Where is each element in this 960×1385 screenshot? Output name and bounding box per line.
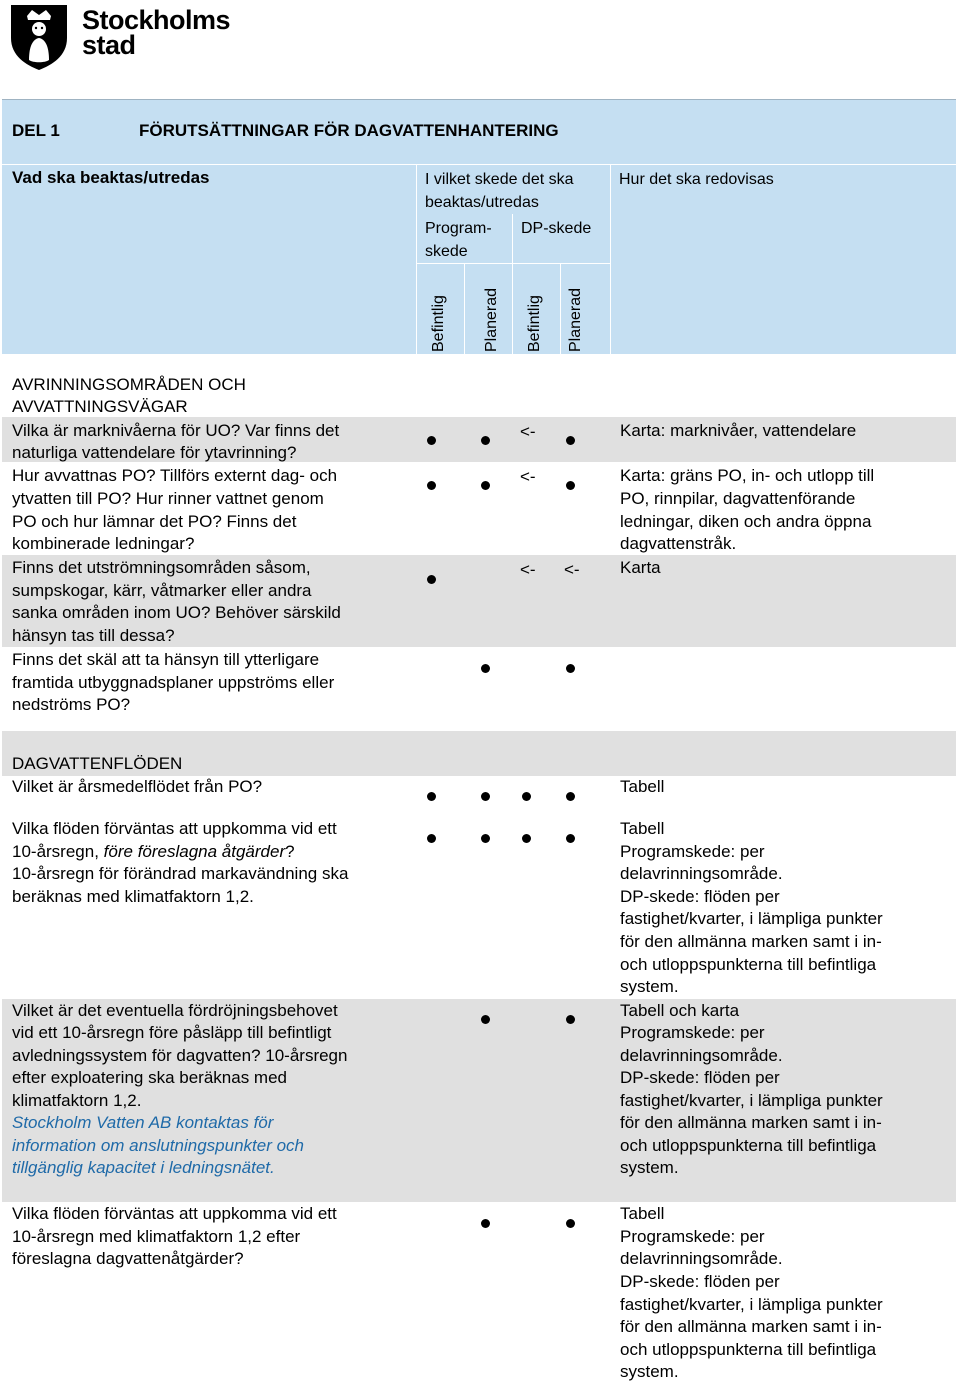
answer-text: och utloppspunkterna till befintliga	[620, 1136, 877, 1155]
header-sub-divider	[464, 264, 465, 354]
section-title-1a: AVRINNINGSOMRÅDEN OCH	[12, 375, 246, 394]
answer-text: DP-skede: flöden per	[620, 1068, 780, 1087]
answer-text: DP-skede: flöden per	[620, 1272, 780, 1291]
marker-dot	[566, 664, 575, 673]
marker-dot	[427, 792, 436, 801]
question-text: beräknas med klimatfaktorn 1,2.	[12, 887, 254, 906]
arrow-marker: <-	[520, 422, 536, 441]
answer-text: Tabell	[620, 819, 665, 838]
header-divider	[2, 164, 956, 165]
column-header-prog-2: skede	[425, 243, 468, 260]
question-text: kombinerade ledningar?	[12, 534, 195, 553]
marker-dot	[566, 1015, 575, 1024]
question-text-line	[12, 841, 295, 864]
answer-text: fastighet/kvarter, i lämpliga punkter	[620, 1091, 883, 1110]
column-header-what: Vad ska beaktas/utredas	[12, 168, 210, 187]
question-text: Vilket är det eventuella fördröjningsbehovet	[12, 1001, 338, 1020]
answer-text: delavrinningsområde.	[620, 1249, 783, 1268]
marker-dot	[481, 436, 490, 445]
answer-text: fastighet/kvarter, i lämpliga punkter	[620, 909, 883, 928]
marker-dot	[427, 575, 436, 584]
answer-text: system.	[620, 1362, 679, 1381]
marker-dot	[566, 834, 575, 843]
answer-text: fastighet/kvarter, i lämpliga punkter	[620, 1295, 883, 1314]
question-text: Vilket är årsmedelflödet från PO?	[12, 777, 263, 796]
header-sub-divider	[560, 264, 561, 354]
answer-text: PO, rinnpilar, dagvattenförande	[620, 489, 856, 508]
page-title: FÖRUTSÄTTNINGAR FÖR DAGVATTENHANTERING	[139, 121, 559, 140]
answer-text: delavrinningsområde.	[620, 864, 783, 883]
answer-text: för den allmänna marken samt i in-	[620, 1113, 882, 1132]
question-text: Finns det skäl att ta hänsyn till ytterligare	[12, 650, 320, 669]
header-col-divider	[416, 165, 417, 354]
column-header-when-1: I vilket skede det ska	[425, 171, 574, 188]
logo-wordmark	[82, 5, 231, 60]
section-title-2: DAGVATTENFLÖDEN	[12, 754, 183, 773]
marker-dot	[481, 834, 490, 843]
marker-dot	[427, 436, 436, 445]
header-sub-divider	[512, 214, 513, 354]
arrow-marker: <-	[520, 467, 536, 486]
arrow-marker: <-	[520, 560, 536, 579]
answer-text: och utloppspunkterna till befintliga	[620, 955, 877, 974]
question-text: sumpskogar, kärr, våtmarker eller andra	[12, 581, 312, 600]
marker-dot	[427, 834, 436, 843]
question-text: 10-årsregn med klimatfaktorn 1,2 efter	[12, 1227, 301, 1246]
contact-note: Stockholm Vatten AB kontaktas för	[12, 1113, 274, 1132]
answer-text: för den allmänna marken samt i in-	[620, 932, 882, 951]
question-text: Vilka flöden förväntas att uppkomma vid ett	[12, 819, 337, 838]
question-text: ?	[285, 842, 295, 861]
marker-dot	[566, 481, 575, 490]
column-header-dp: DP-skede	[521, 220, 592, 237]
answer-text: Tabell	[620, 777, 665, 796]
answer-text: Programskede: per	[620, 1023, 765, 1042]
answer-text: Karta: marknivåer, vattendelare	[620, 421, 857, 440]
column-header-when-2: beaktas/utredas	[425, 194, 539, 211]
question-text: Finns det utströmningsområden såsom,	[12, 558, 311, 577]
answer-text: DP-skede: flöden per	[620, 887, 780, 906]
arrow-marker: <-	[564, 560, 580, 579]
answer-text: delavrinningsområde.	[620, 1046, 783, 1065]
question-text: nedströms PO?	[12, 695, 131, 714]
question-text: PO och hur lämnar det PO? Finns det	[12, 512, 297, 531]
question-text: ytvatten till PO? Hur rinner vattnet genom	[12, 489, 324, 508]
answer-text: för den allmänna marken samt i in-	[620, 1317, 882, 1336]
marker-dot	[427, 481, 436, 490]
question-text: klimatfaktorn 1,2.	[12, 1091, 142, 1110]
marker-dot	[566, 436, 575, 445]
header-col-divider	[610, 165, 611, 354]
stockholm-logo	[8, 2, 238, 74]
question-text: avledningssystem för dagvatten? 10-årsregn	[12, 1046, 348, 1065]
question-text: efter exploatering ska beräknas med	[12, 1068, 287, 1087]
answer-text: Programskede: per	[620, 842, 765, 861]
column-header-prog-1: Program-	[425, 220, 492, 237]
logo-line-1: Stockholms	[82, 5, 231, 35]
marker-dot	[566, 1219, 575, 1228]
crest-icon	[8, 2, 70, 72]
question-text: framtida utbyggnadsplaner uppströms eller	[12, 673, 335, 692]
marker-dot	[481, 481, 490, 490]
section-title-1b: AVVATTNINGSVÄGAR	[12, 397, 188, 416]
answer-text: dagvattenstråk.	[620, 534, 737, 553]
sub-col-prog-planerad: Planerad	[483, 287, 500, 352]
question-text: naturliga vattendelare för ytavrinning?	[12, 443, 297, 462]
answer-text: Karta: gräns PO, in- och utlopp till	[620, 466, 875, 485]
contact-note: information om anslutningspunkter och	[12, 1136, 304, 1155]
answer-text: system.	[620, 977, 679, 996]
marker-dot	[522, 792, 531, 801]
answer-text: Karta	[620, 558, 661, 577]
question-text: sanka områden inom UO? Behöver särskild	[12, 603, 341, 622]
marker-dot	[481, 792, 490, 801]
answer-text: Programskede: per	[620, 1227, 765, 1246]
header-sub-divider	[416, 263, 610, 264]
question-text: 10-årsregn,	[12, 842, 104, 861]
marker-dot	[481, 1015, 490, 1024]
question-text: hänsyn tas till dessa?	[12, 626, 175, 645]
answer-text: och utloppspunkterna till befintliga	[620, 1340, 877, 1359]
column-header-how: Hur det ska redovisas	[619, 171, 774, 188]
sub-col-dp-planerad: Planerad	[567, 287, 584, 352]
marker-dot	[481, 664, 490, 673]
marker-dot	[566, 792, 575, 801]
question-emphasis: före föreslagna åtgärder	[103, 842, 286, 861]
part-label: DEL 1	[12, 121, 60, 140]
question-text: Vilka flöden förväntas att uppkomma vid ett	[12, 1204, 337, 1223]
answer-text: system.	[620, 1158, 679, 1177]
logo-line-2: stad	[82, 30, 136, 60]
marker-dot	[481, 1219, 490, 1228]
answer-text: Tabell och karta	[620, 1001, 740, 1020]
question-text: vid ett 10-årsregn före påsläpp till befintligt	[12, 1023, 332, 1042]
question-text: Vilka är marknivåerna för UO? Var finns det	[12, 421, 340, 440]
contact-note: tillgänglig kapacitet i ledningsnätet.	[12, 1158, 275, 1177]
sub-col-prog-befintlig: Befintlig	[430, 295, 447, 352]
question-text: föreslagna dagvattenåtgärder?	[12, 1249, 244, 1268]
answer-text: ledningar, diken och andra öppna	[620, 512, 872, 531]
marker-dot	[522, 834, 531, 843]
question-text: 10-årsregn för förändrad markavändning ska	[12, 864, 349, 883]
answer-text: Tabell	[620, 1204, 665, 1223]
sub-col-dp-befintlig: Befintlig	[526, 295, 543, 352]
question-text: Hur avvattnas PO? Tillförs externt dag- och	[12, 466, 338, 485]
